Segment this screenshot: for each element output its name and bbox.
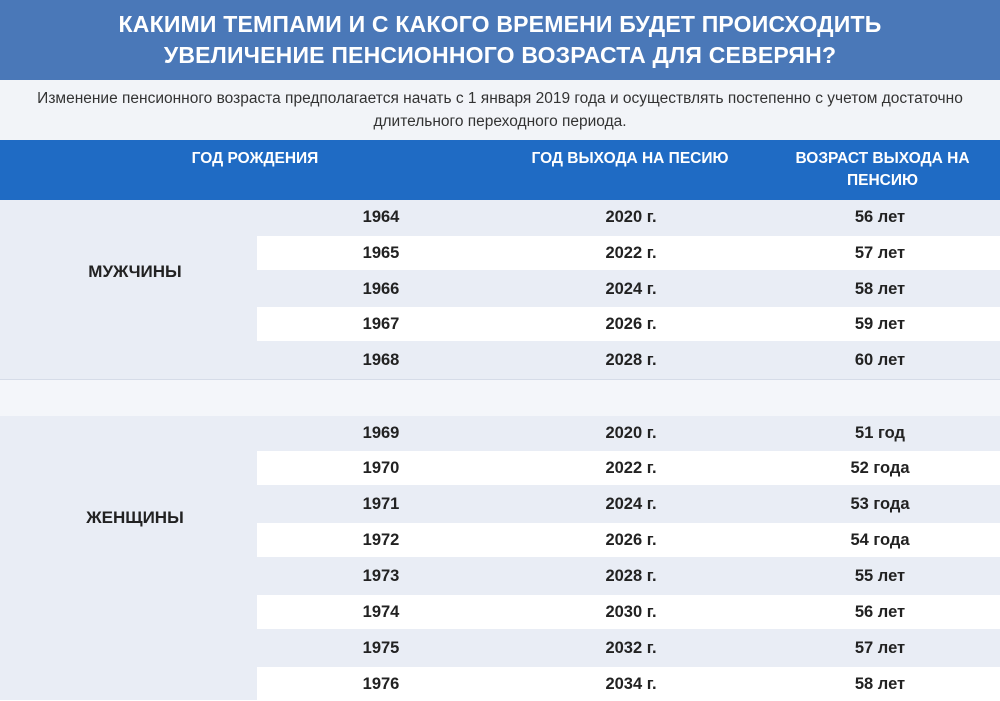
exit-age-cell: 58 лет <box>854 280 906 298</box>
exit-year-cell: 2022 г. <box>605 244 657 262</box>
table-row <box>257 272 1000 306</box>
group-separator <box>0 379 1000 417</box>
birth-year-cell: 1975 <box>362 639 400 657</box>
birth-year-cell: 1976 <box>362 675 400 693</box>
birth-year-cell: 1971 <box>362 495 400 513</box>
exit-year-cell: 2028 г. <box>605 567 657 585</box>
birth-year-cell: 1974 <box>362 603 400 621</box>
table-row <box>257 343 1000 377</box>
exit-age-cell: 60 лет <box>854 351 906 369</box>
page-subtitle: Изменение пенсионного возраста предполагается начать с 1 января 2019 года и осуществлять постепенно с учетом достаточно длительного переходного периода. <box>37 90 963 130</box>
exit-age-cell: 51 год <box>855 424 905 442</box>
exit-age-cell: 59 лет <box>854 315 906 333</box>
exit-age-cell: 54 года <box>850 531 910 549</box>
exit-age-cell: 52 года <box>850 459 910 477</box>
column-header-birth-year: ГОД РОЖДЕНИЯ <box>191 150 319 167</box>
birth-year-cell: 1970 <box>362 459 400 477</box>
exit-age-cell: 56 лет <box>854 208 906 226</box>
exit-age-cell: 57 лет <box>854 244 906 262</box>
table-row <box>257 595 1000 629</box>
subtitle-banner <box>0 80 1000 140</box>
exit-year-cell: 2034 г. <box>605 675 657 693</box>
birth-year-cell: 1967 <box>362 315 400 333</box>
birth-year-cell: 1965 <box>362 244 400 262</box>
birth-year-cell: 1973 <box>362 567 400 585</box>
exit-year-cell: 2032 г. <box>605 639 657 657</box>
table-row <box>257 236 1000 270</box>
title-banner <box>0 0 1000 80</box>
table-row <box>257 667 1000 700</box>
table-row <box>257 307 1000 341</box>
table-row <box>257 416 1000 450</box>
exit-year-cell: 2026 г. <box>605 315 657 333</box>
exit-age-cell: 56 лет <box>854 603 906 621</box>
birth-year-cell: 1969 <box>362 424 400 442</box>
birth-year-cell: 1966 <box>362 280 400 298</box>
exit-year-cell: 2024 г. <box>605 495 657 513</box>
exit-year-cell: 2020 г. <box>605 208 657 226</box>
exit-year-cell: 2020 г. <box>605 424 657 442</box>
exit-age-cell: 58 лет <box>854 675 906 693</box>
exit-age-cell: 55 лет <box>854 567 906 585</box>
exit-year-cell: 2024 г. <box>605 280 657 298</box>
table-row <box>257 523 1000 557</box>
birth-year-cell: 1972 <box>362 531 400 549</box>
group-label-men: МУЖЧИНЫ <box>88 262 182 281</box>
exit-year-cell: 2028 г. <box>605 351 657 369</box>
exit-age-cell: 57 лет <box>854 639 906 657</box>
table-row <box>257 559 1000 593</box>
birth-year-cell: 1964 <box>362 208 400 226</box>
group-label-women: ЖЕНЩИНЫ <box>86 508 184 527</box>
column-header-exit-year: ГОД ВЫХОДА НА ПЕСИЮ <box>531 150 729 167</box>
table-header <box>0 140 1000 200</box>
column-header-exit-age: ВОЗРАСТ ВЫХОДА НА ПЕНСИЮ <box>795 150 970 189</box>
table-row <box>257 487 1000 521</box>
table-row <box>257 451 1000 485</box>
page-title: КАКИМИ ТЕМПАМИ И С КАКОГО ВРЕМЕНИ БУДЕТ ПРОИСХОДИТЬ УВЕЛИЧЕНИЕ ПЕНСИОННОГО ВОЗРАСТА ДЛЯ СЕВЕРЯН? <box>118 11 882 68</box>
birth-year-cell: 1968 <box>362 351 400 369</box>
exit-year-cell: 2030 г. <box>605 603 657 621</box>
table-row <box>257 200 1000 234</box>
exit-year-cell: 2026 г. <box>605 531 657 549</box>
exit-age-cell: 53 года <box>850 495 910 513</box>
exit-year-cell: 2022 г. <box>605 459 657 477</box>
table-row <box>257 631 1000 665</box>
